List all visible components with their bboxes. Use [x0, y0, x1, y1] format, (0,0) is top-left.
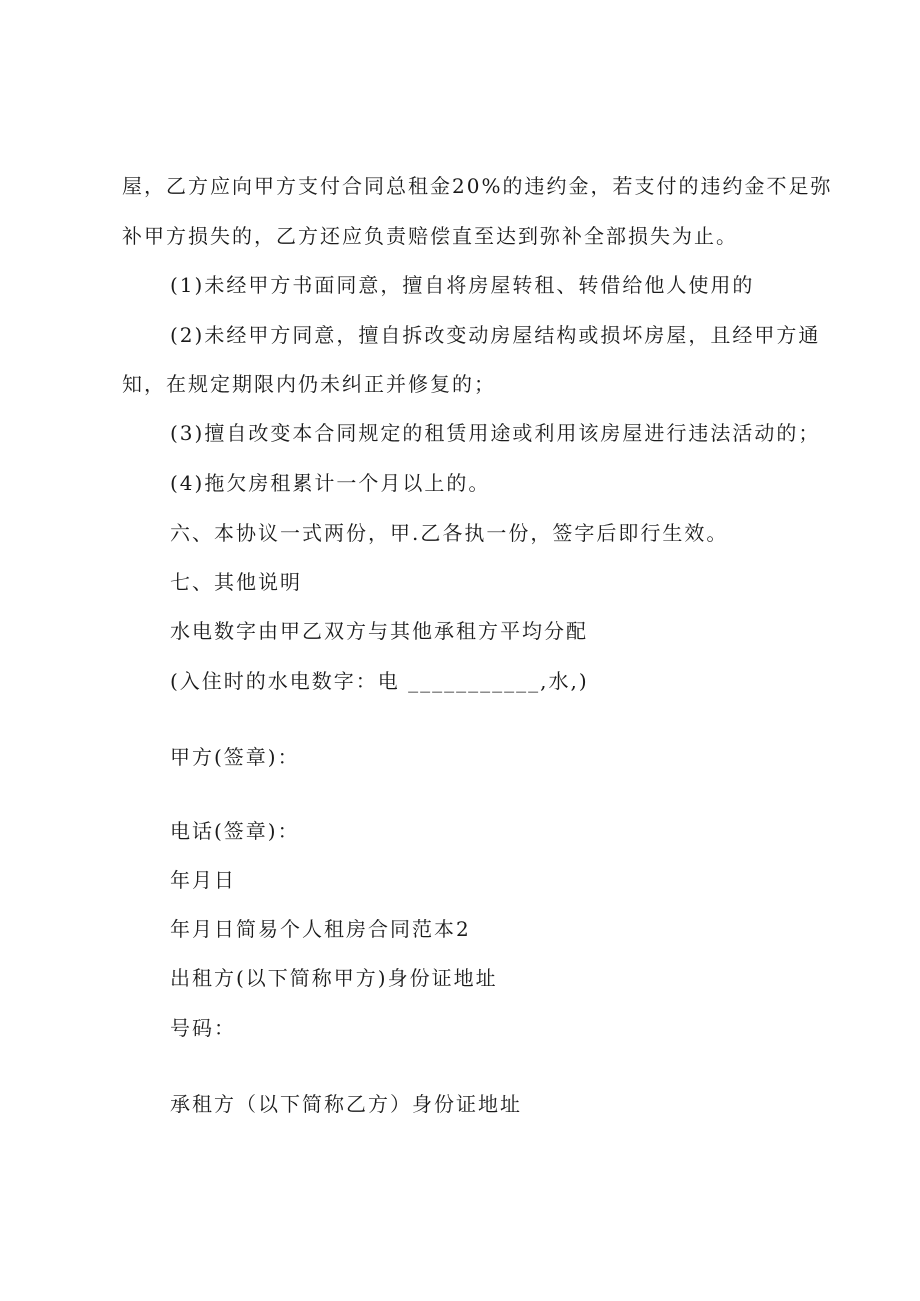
clause-3: (3)擅自改变本合同规定的租赁用途或利用该房屋进行违法活动的；: [170, 421, 821, 445]
paragraph-line: 补甲方损失的，乙方还应负责赔偿直至达到弥补全部损失为止。: [122, 224, 738, 248]
party-a-signature: 甲方(签章)：: [170, 745, 300, 769]
id-number-label: 号码：: [170, 1016, 236, 1040]
paragraph-line: 屋，乙方应向甲方支付合同总租金20%的违约金，若支付的违约金不足弥: [122, 174, 833, 198]
clause-4: (4)拖欠房租累计一个月以上的。: [170, 471, 491, 495]
lessee-id-address: 承租方（以下简称乙方）身份证地址: [170, 1092, 522, 1116]
section-seven-heading: 七、其他说明: [170, 570, 302, 594]
section-six: 六、本协议一式两份，甲.乙各执一份，签字后即行生效。: [170, 521, 729, 545]
clause-2: (2)未经甲方同意，擅自拆改变动房屋结构或损坏房屋，且经甲方通: [170, 323, 821, 347]
utilities-readings: (入住时的水电数字：电 ___________,水,): [170, 669, 589, 693]
phone-signature: 电话(签章)：: [170, 819, 300, 843]
date-line: 年月日: [170, 868, 236, 892]
lessor-id-address: 出租方(以下简称甲方)身份证地址: [170, 966, 498, 990]
template-title-line: 年月日简易个人租房合同范本2: [170, 917, 471, 941]
clause-1: (1)未经甲方书面同意，擅自将房屋转租、转借给他人使用的: [170, 273, 755, 297]
clause-2-continuation: 知，在规定期限内仍未纠正并修复的；: [122, 372, 496, 396]
utilities-note: 水电数字由甲乙双方与其他承租方平均分配: [170, 619, 588, 643]
